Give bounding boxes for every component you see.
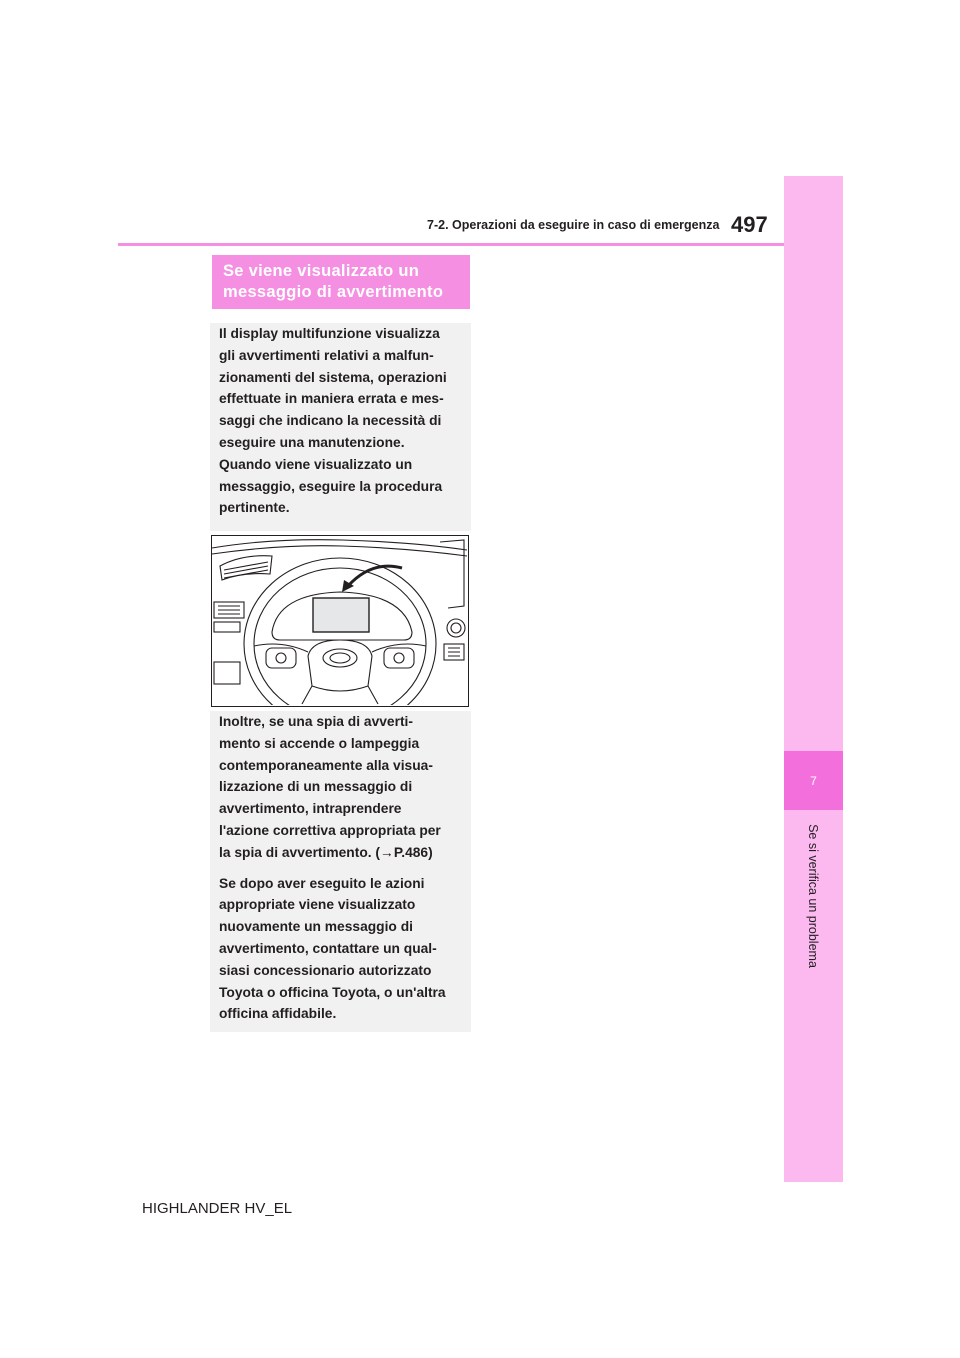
multi-information-display	[313, 598, 369, 632]
text-line: Il display multifunzione visualizza	[219, 326, 440, 341]
section-title	[212, 255, 470, 309]
text-line: pertinente.	[219, 500, 290, 516]
text-line: effettuate in maniera errata e mes-	[219, 391, 444, 407]
left-air-vent-icon	[220, 556, 272, 580]
page-reference-link[interactable]: P.486)	[393, 844, 433, 860]
text-line: messaggio, eseguire la procedura	[219, 478, 443, 494]
arrow-icon: →	[380, 844, 394, 860]
text-line: avvertimento, intraprendere	[219, 801, 402, 817]
instrument-cluster-illustration	[211, 535, 469, 707]
text-line: Inoltre, se una spia di avverti-	[219, 714, 413, 729]
chapter-number-tab[interactable]	[784, 751, 843, 810]
text-line: nuovamente un messaggio di	[219, 919, 413, 935]
text-line: appropriate viene visualizzato	[219, 897, 416, 913]
text-line: siasi concessionario autorizzato	[219, 962, 432, 978]
section-title-line-2: messaggio di avvertimento	[223, 283, 444, 301]
text-line: officina affidabile.	[219, 1006, 337, 1022]
info-box-display	[210, 323, 471, 531]
chapter-number: 7	[810, 773, 817, 788]
chapter-title: Se si verifica un problema	[806, 824, 820, 968]
side-chapter-tab	[784, 176, 843, 1182]
info-paragraph	[219, 323, 463, 519]
info-paragraph	[219, 873, 463, 1026]
section-title-line-1: Se viene visualizzato un	[223, 262, 420, 280]
info-box-warning-light	[210, 711, 471, 1032]
text-line: la spia di avvertimento. (	[219, 844, 381, 860]
running-head: 7-2. Operazioni da eseguire in caso di emergenza	[427, 218, 720, 232]
info-paragraph	[219, 711, 463, 864]
text-line: Toyota o officina Toyota, o un'altra	[219, 984, 446, 1000]
text-line: eseguire una manutenzione.	[219, 434, 405, 450]
text-line: Quando viene visualizzato un	[219, 456, 413, 472]
text-line: contemporaneamente alla visua-	[219, 757, 433, 773]
text-line: avvertimento, contattare un qual-	[219, 940, 437, 956]
text-line: mento si accende o lampeggia	[219, 735, 420, 751]
text-line: saggi che indicano la necessità di	[219, 413, 442, 429]
page-number: 497	[731, 212, 768, 237]
text-line: Se dopo aver eseguito le azioni	[219, 875, 425, 891]
left-switches-icon	[214, 602, 244, 684]
header-rule	[118, 243, 784, 246]
text-line: lizzazione di un messaggio di	[219, 779, 413, 795]
text-line: l'azione correttiva appropriata per	[219, 822, 441, 838]
text-line: gli avvertimenti relativi a malfun-	[219, 347, 434, 363]
text-line: zionamenti del sistema, operazioni	[219, 369, 447, 385]
footer-model-code: HIGHLANDER HV_EL	[142, 1200, 293, 1217]
